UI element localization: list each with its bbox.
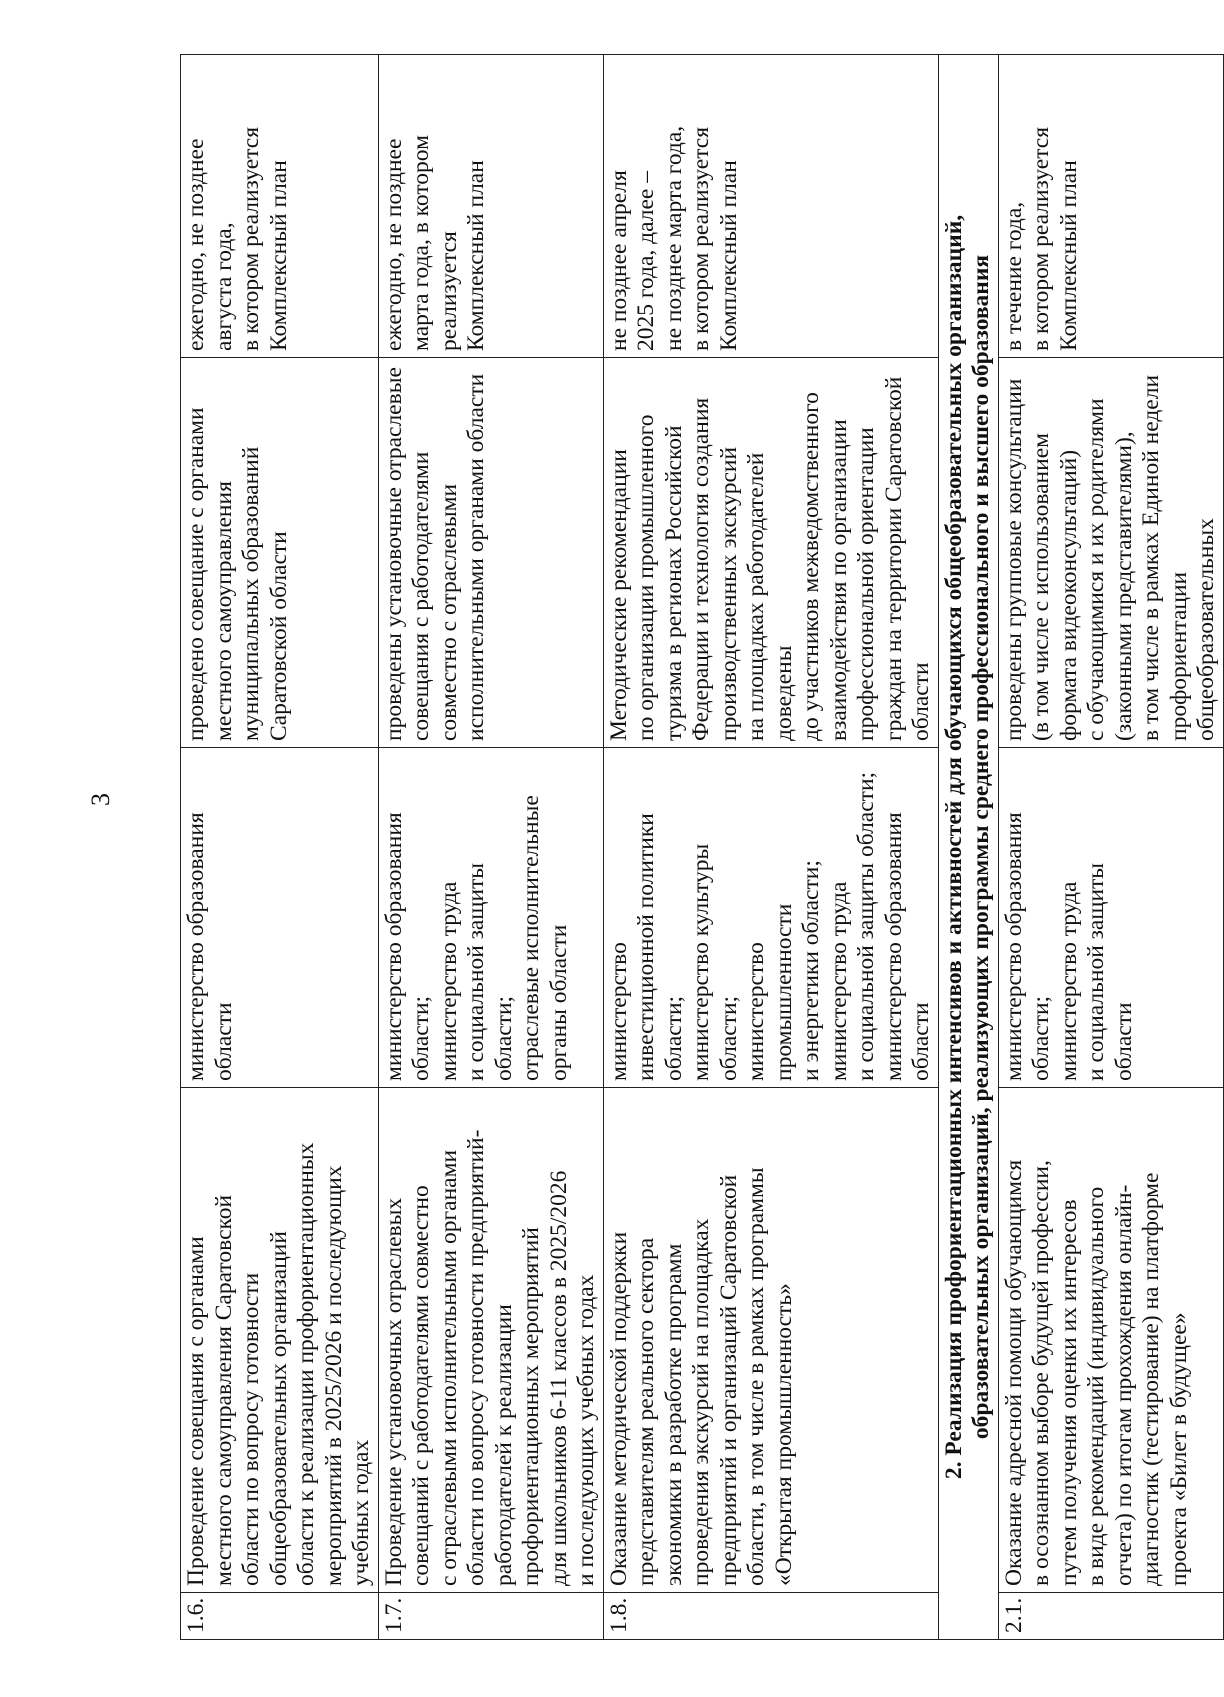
- responsible-cell: министерство образования области; министерство труда и социальной защиты области; отраслевые исполнительные органы области: [378, 748, 603, 1088]
- responsible-cell: министерство образования области; министерство труда и социальной защиты области: [998, 748, 1223, 1088]
- section-heading: 2. Реализация профориентационных интенсивов и активностей для обучающихся общеобразовательных организаций, образовательных организаций, реализующих программы среднего профессионального и высшего образования: [938, 55, 998, 1640]
- deadline-cell: ежегодно, не позднее марта года, в котором реализуется Комплексный план: [378, 55, 603, 358]
- section-heading-row: [938, 55, 998, 1640]
- table-row: [181, 55, 379, 1640]
- deadline-cell: ежегодно, не позднее августа года, в котором реализуется Комплексный план: [181, 55, 379, 358]
- result-cell: Методические рекомендации по организации промышленного туризма в регионах Российской Федерации и технология создания производственных экскурсий на площадках работодателей доведены до участников межведомственного взаимодействия по организации профессиональной ориентации граждан на территории Саратовской области: [603, 358, 938, 748]
- plan-table: [180, 54, 1224, 1640]
- page-number: 3: [86, 793, 115, 806]
- event-cell: Оказание адресной помощи обучающимся в осознанном выборе будущей профессии, путем получения оценки их интересов в виде рекомендаций (индивидуального отчета) по итогам прохождения онлайн- диагностик (тестирование) на платформе проекта «Билет в будущее»: [998, 1088, 1223, 1593]
- responsible-cell: министерство инвестиционной политики области; министерство культуры области; министерство промышленности и энергетики области; министерство труда и социальной защиты области; министерство образования области: [603, 748, 938, 1088]
- deadline-cell: в течение года, в котором реализуется Комплексный план: [998, 55, 1223, 358]
- rotated-page-content: [180, 55, 1219, 1640]
- result-cell: проведено совещание с органами местного самоуправления муниципальных образований Саратовской области: [181, 358, 379, 748]
- responsible-cell: министерство образования области: [181, 748, 379, 1088]
- row-number: 1.7.: [378, 1593, 603, 1640]
- row-number: 1.6.: [181, 1593, 379, 1640]
- table-row: [998, 55, 1223, 1640]
- row-number: 2.1.: [998, 1593, 1223, 1640]
- row-number: 1.8.: [603, 1593, 938, 1640]
- result-cell: проведены групповые консультации (в том числе с использованием формата видеоконсультаций) с обучающимися и их родителями (законными представителями), в том числе в рамках Единой недели профориентации общеобразовательных: [998, 358, 1223, 748]
- event-cell: Проведение установочных отраслевых совещаний с работодателями совместно с отраслевыми исполнительными органами области по вопросу готовности предприятий- работодателей к реализации профориентационных мероприятий для школьников 6-11 классов в 2025/2026 и последующих учебных годах: [378, 1088, 603, 1593]
- event-cell: Оказание методической поддержки представителям реального сектора экономики в разработке программ проведения экскурсий на площадках предприятий и организаций Саратовской области, в том числе в рамках программы «Открытая промышленность»: [603, 1088, 938, 1593]
- result-cell: проведены установочные отраслевые совещания с работодателями совместно с отраслевыми исполнительными органами области: [378, 358, 603, 748]
- table-row: [603, 55, 938, 1640]
- table-row: [378, 55, 603, 1640]
- event-cell: Проведение совещания с органами местного самоуправления Саратовской области по вопросу готовности общеобразовательных организаций области к реализации профориентационных мероприятий в 2025/2026 и последующих учебных годах: [181, 1088, 379, 1593]
- deadline-cell: не позднее апреля 2025 года, далее – не позднее марта года, в котором реализуется Комплексный план: [603, 55, 938, 358]
